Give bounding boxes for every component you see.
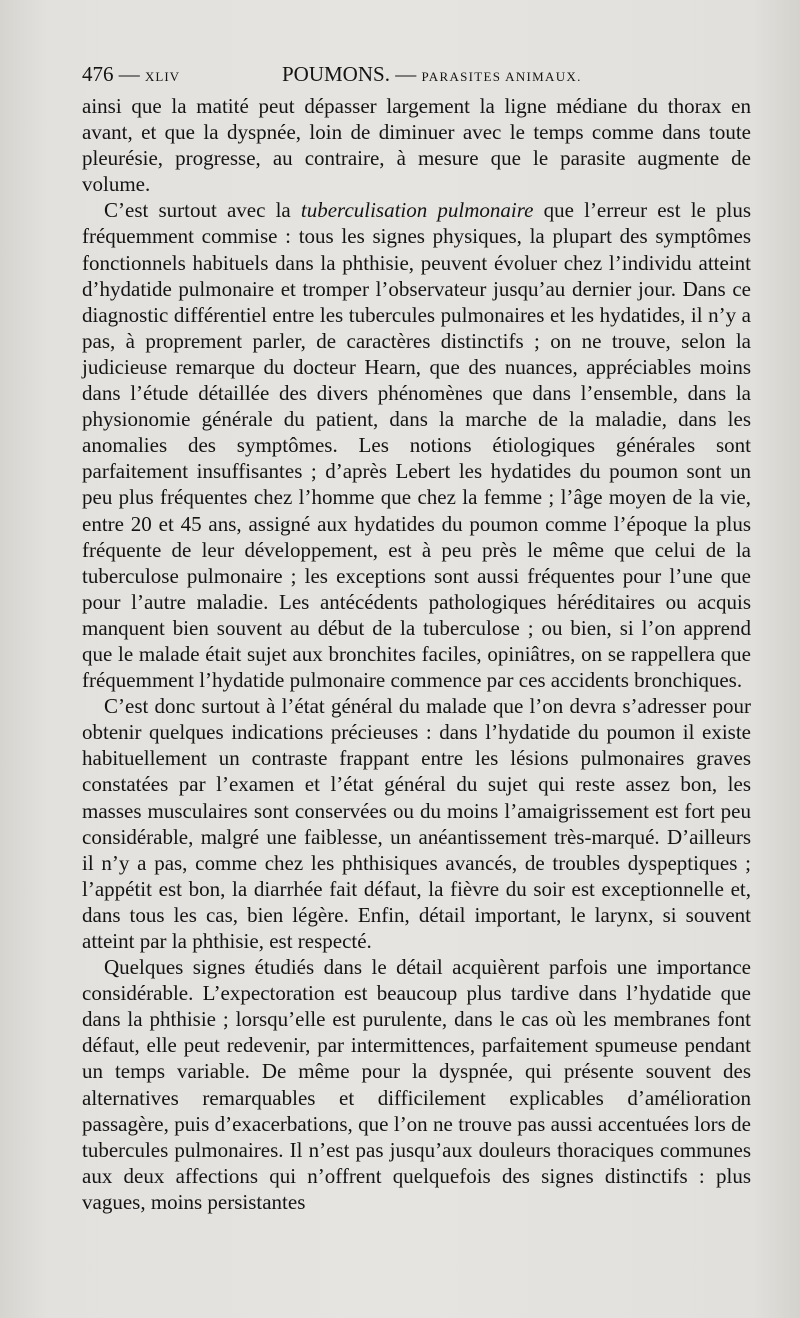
paragraph-3: C’est donc surtout à l’état général du malade que l’on devra s’adresser pour obtenir quelques indications précieuses : dans l’hydatide du poumon il existe habituellement un contraste frappant entre les lésions pulmonaires graves constatées par l’examen et l’état général du sujet qui reste assez bon, les masses musculaires sont conservées ou du moins l’amaigrissement est fort peu considérable, malgré une faiblesse, un anéantissement très-marqué. D’ailleurs il n’y a pas, comme chez les phthisiques avancés, de troubles dyspeptiques ; l’appétit est bon, la diarrhée fait défaut, la fièvre du soir est exceptionnelle et, dans tous les cas, bien légère. Enfin, détail important, le larynx, si souvent atteint par la phthisie, est respecté. — [82, 694, 751, 953]
paragraph-2 — [82, 197, 751, 693]
page-number: 476 — [82, 62, 114, 86]
emphasis-term: tuberculisation pulmonaire — [300, 198, 534, 223]
running-header — [82, 62, 752, 92]
page-folio — [82, 62, 180, 87]
running-title — [282, 62, 582, 87]
paragraph-2-lead: C’est surtout avec la — [104, 198, 301, 223]
running-title-dash: — — [389, 62, 422, 86]
paragraph-4: Quelques signes étudiés dans le détail acquièrent parfois une importance considérable. L’expectoration est beaucoup plus tardive dans l’hydatide que dans la phthisie ; lorsqu’elle est purulente, dans le cas où les membranes font défaut, elle peut redevenir, par intermittences, parfaitement spumeuse pendant un temps variable. De même pour la dyspnée, qui présente souvent des alternatives remarquables et difficilement explicables d’amélioration passagère, puis d’exacerbations, que l’on ne trouve pas aussi accentuées lors de tubercules pulmonaires. Il n’est pas jusqu’aux douleurs thoraciques communes aux deux affections qui n’offrent quelquefois des signes distinctifs : plus vagues, moins persistantes — [82, 955, 751, 1214]
folio-separator: — — [113, 62, 145, 86]
paragraph-1: ainsi que la matité peut dépasser largement la ligne médiane du thorax en avant, et que la dyspnée, loin de diminuer avec le temps comme dans toute pleurésie, progresse, au contraire, à mesure que le parasite augmente de volume. — [82, 94, 751, 197]
signature-mark: XLIV — [145, 69, 181, 84]
running-title-main: POUMONS. — [282, 62, 390, 86]
body-text — [82, 93, 751, 1215]
paragraph-2-rest: que l’erreur est le plus fréquemment commise : tous les signes physiques, la plupart des symptômes fonctionnels habituels dans la phthisie, peuvent évoluer chez l’individu atteint d’hydatide pulmonaire et tromper l’observateur jusqu’au dernier jour. Dans ce diagnostic différentiel entre les tubercules pulmonaires et les hydatides, il n’y a pas, à proprement parler, de caractères distinctifs ; on ne trouve, selon la judicieuse remarque du docteur Hearn, que des nuances, appréciables moins dans l’étude détaillée des divers phénomènes que dans l’ensemble, dans la physionomie générale du patient, dans la marche de la maladie, dans les anomalies des symptômes. Les notions étiologiques générales sont parfaitement insuffisantes ; d’après Lebert les hydatides du poumon sont un peu plus fréquentes chez l’homme que chez la femme ; l’âge moyen de la vie, entre 20 et 45 ans, assigné aux hydatides du poumon comme l’époque la plus fréquente de leur développement, est à peu près le même que celui de la tuberculose pulmonaire ; les exceptions sont aussi fréquentes pour l’une que pour l’autre maladie. Les antécédents pathologiques héréditaires ou acquis manquent bien souvent au début de la tuberculose ; ou bien, si l’on apprend que le malade était sujet aux bronchites faciles, opiniâtres, on se rappellera que fréquemment l’hydatide pulmonaire commence par ces accidents bronchiques. — [82, 198, 752, 693]
running-title-sub: PARASITES ANIMAUX. — [421, 69, 582, 84]
